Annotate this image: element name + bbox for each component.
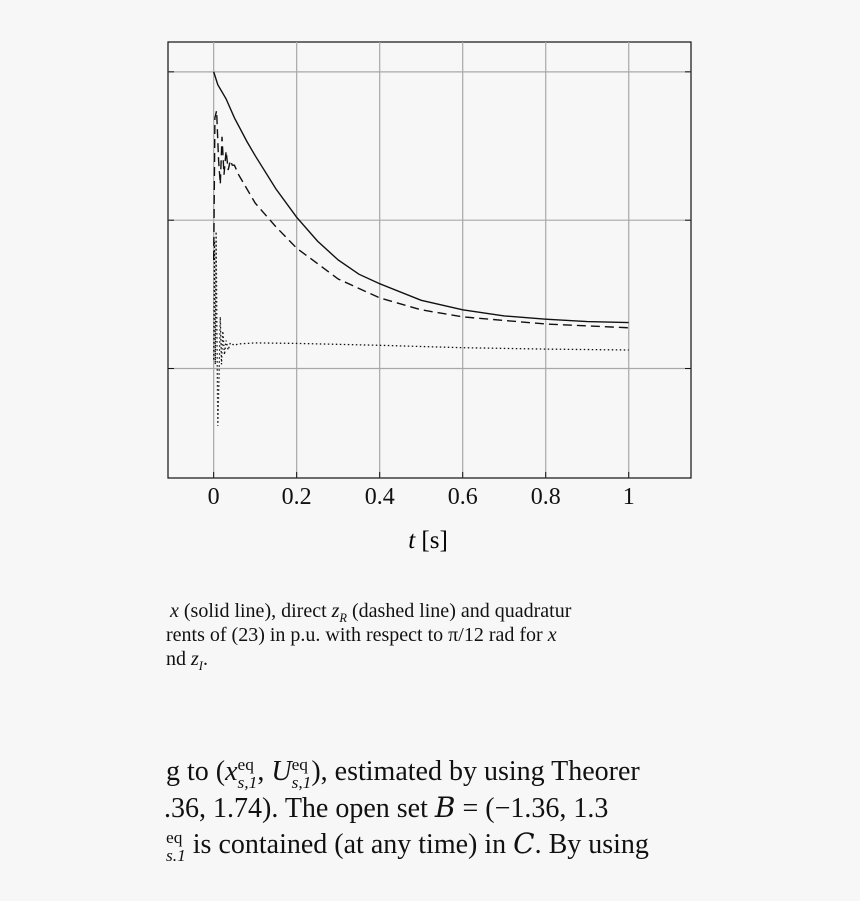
dashed-series-line [214,111,629,328]
x-tick-label: 0 [207,484,220,510]
body-line-3: eq s.1 is contained (at any time) in C. By using [166,827,649,865]
body-line-1: g to (x eq s,1 , U eq s,1 ), estimated by using Theorer [166,755,640,792]
caption-line-2: rents of (23) in p.u. with respect to π/12 rad for x [166,624,557,646]
x-axis-label: t [s] [408,527,448,554]
caption-line-1: x (solid line), direct $z_R$ (dashed line) and quadratur [170,600,572,625]
dotted-series-line [214,232,629,426]
x-tick-label: 0.2 [281,484,312,510]
figure-caption [168,596,695,686]
x-tick-label: 0.4 [364,484,395,510]
x-tick-label: 1 [622,484,635,510]
plot-frame [168,42,691,478]
x-tick-label: 0.8 [530,484,561,510]
plot-x-ticks [168,72,691,510]
caption-line-3: nd $z_I$. [166,648,208,673]
body-line-2: .36, 1.74). The open set B = (−1.36, 1.3 [164,791,609,824]
solid-series-line [214,72,629,323]
plot-grid [168,42,691,478]
x-tick-label: 0.6 [447,484,478,510]
body-text [164,752,695,872]
plot-series [214,72,629,426]
